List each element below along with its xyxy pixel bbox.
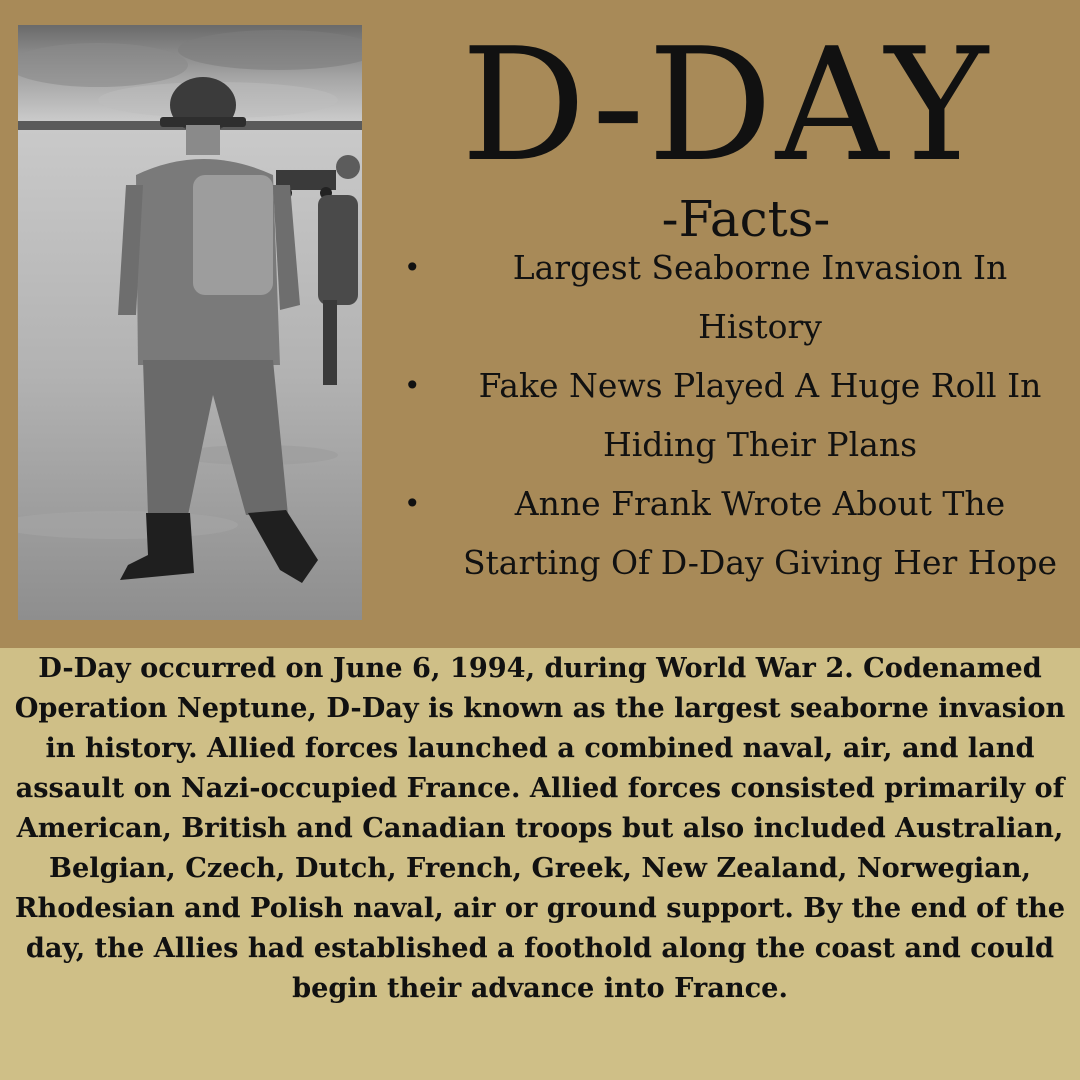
bullet-icon: • bbox=[404, 251, 421, 284]
fact-text: Anne Frank Wrote About The Starting Of D-Day Giving Her Hope bbox=[462, 484, 1058, 582]
fact-item bbox=[380, 356, 1080, 474]
bullet-icon: • bbox=[404, 487, 421, 520]
fact-text: Fake News Played A Huge Roll In Hiding Their Plans bbox=[478, 366, 1042, 464]
fact-item bbox=[380, 238, 1080, 356]
bullet-icon: • bbox=[404, 369, 421, 402]
page-title: D-DAY bbox=[460, 14, 992, 196]
summary-paragraph: D-Day occurred on June 6, 1994, during World War 2. Codenamed Operation Neptune, D-Day is known as the largest seaborne invasion in history. Allied forces launched a combined naval, air, and land assault on Nazi-occupied France. Allied forces consisted primarily of American, British and Canadian troops but also included Australian, Belgian, Czech, Dutch, French, Greek, New Zealand, Norwegian, Rhodesian and Polish naval, air or ground support. By the end of the day, the Allies had established a foothold along the coast and could begin their advance into France. bbox=[14, 652, 1066, 1004]
facts-list bbox=[380, 238, 1080, 592]
fact-item bbox=[380, 474, 1080, 592]
fact-text: Largest Seaborne Invasion In History bbox=[512, 248, 1008, 346]
soldier-on-beach-photo bbox=[18, 25, 362, 620]
page-subtitle: -Facts- bbox=[661, 190, 831, 248]
